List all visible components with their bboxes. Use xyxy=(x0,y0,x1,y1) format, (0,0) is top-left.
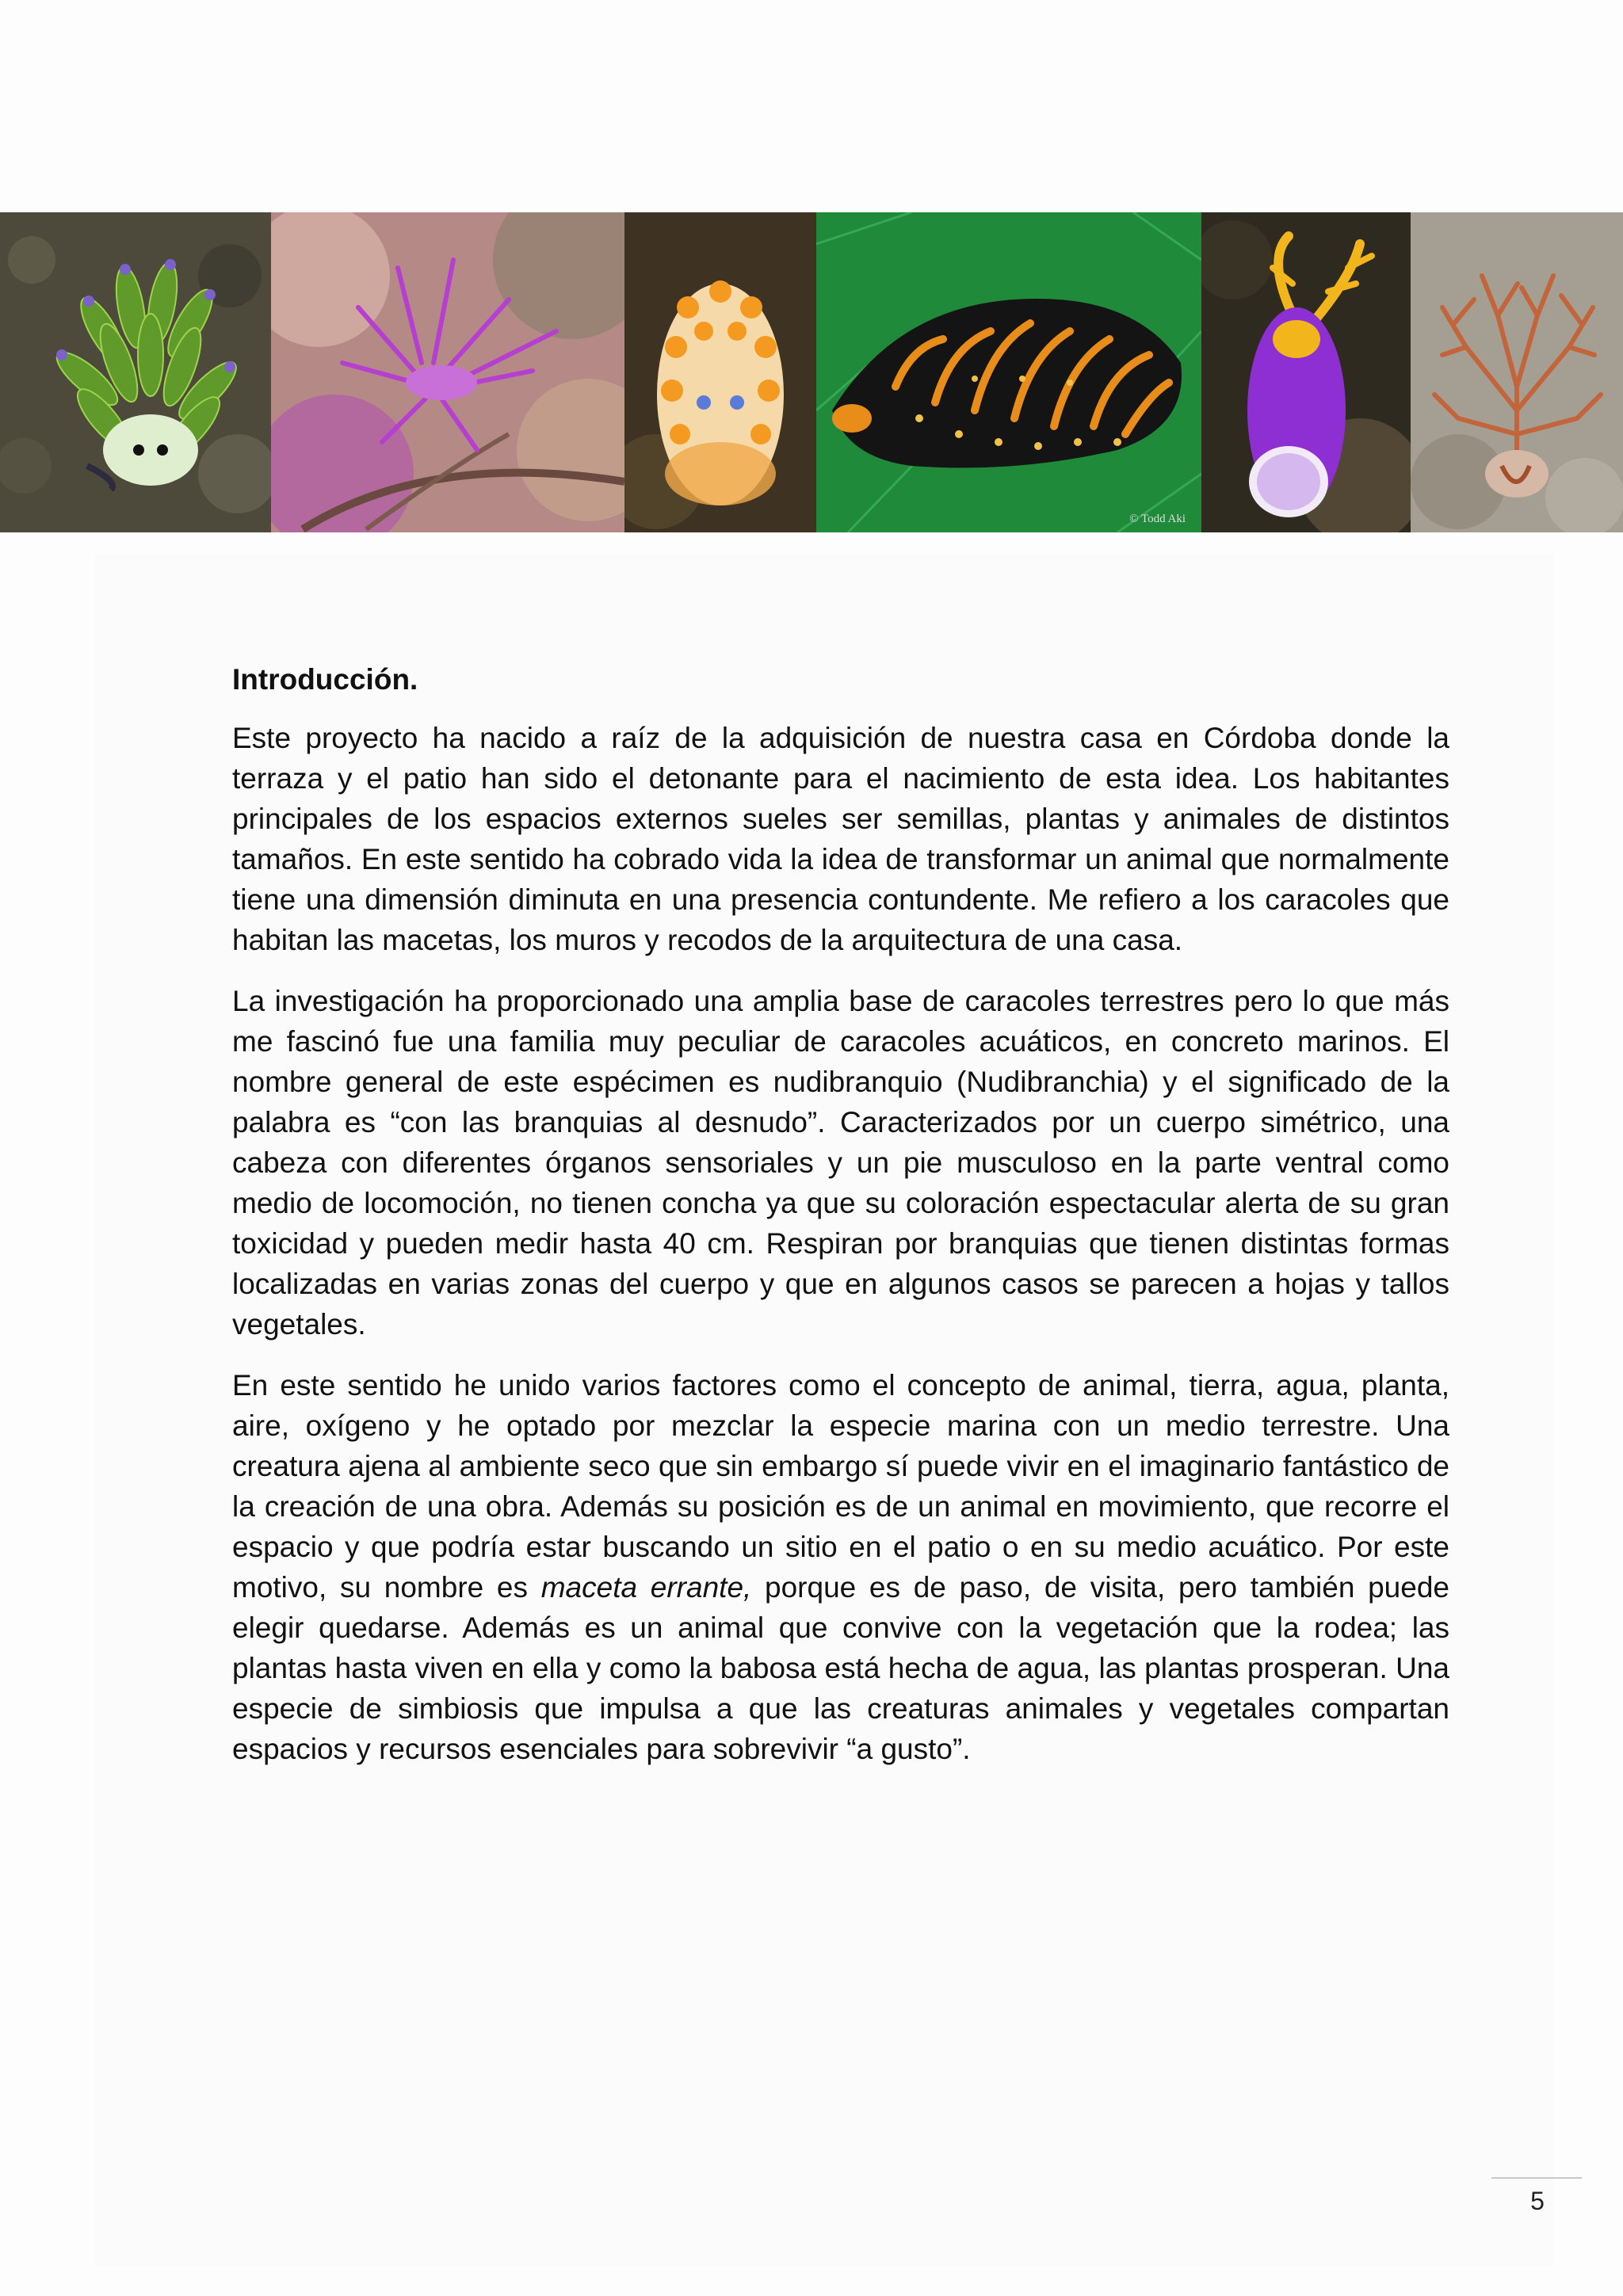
paragraph-3-italic-term: maceta errante, xyxy=(540,1571,752,1604)
photo-purple-nudibranch xyxy=(271,212,624,532)
page-number-rule xyxy=(1491,2177,1582,2179)
photo-violet-nudibranch xyxy=(1201,212,1411,532)
paragraph-3-text-a: En este sentido he unido varios factores como el concepto de animal, tierra, agua, planta, aire, oxígeno y he optado por mezclar la especie marina con un medio terrestre. Una creatura ajena al ambiente seco que sin embargo sí puede vivir en el imaginario fantástico de la creación de una obra. Además su posición es de un animal en movimiento, que recorre el espacio y que podría estar buscando un sitio en el patio o en su medio acuático. Por este motivo, su nombre es xyxy=(232,1369,1449,1604)
photo-tiger-nudibranch xyxy=(816,212,1201,532)
section-heading: Introducción. xyxy=(232,663,418,696)
photo-credit: © Todd Aki xyxy=(1129,513,1186,525)
page-number: 5 xyxy=(1530,2187,1545,2215)
paragraph-1: Este proyecto ha nacido a raíz de la adquisición de nuestra casa en Córdoba donde la terraza y el patio han sido el detonante para el nacimiento de esta idea. Los habitantes principales de los espacios externos sueles ser semillas, plantas y animales de distintos tamaños. En este sentido ha cobrado vida la idea de transformar un animal que normalmente tiene una dimensión diminuta en una presencia contundente. Me refiero a los caracoles que habitan las macetas, los muros y recodos de la arquitectura de una casa. xyxy=(232,722,1449,956)
main-content xyxy=(232,659,1449,1790)
paragraph-3 xyxy=(232,1365,1449,1769)
photo-orange-nudibranch xyxy=(624,212,816,532)
paragraph-2: La investigación ha proporcionado una amplia base de caracoles terrestres pero lo que más me fascinó fue una familia muy peculiar de caracoles acuáticos, en concreto marinos. El nombre general de este espécimen es nudibranquio (Nudibranchia) y el significado de la palabra es “con las branquias al desnudo”. Caracterizados por un cuerpo simétrico, una cabeza con diferentes órganos sensoriales y un pie musculoso en la parte ventral como medio de locomoción, no tienen concha ya que su coloración espectacular alerta de su gran toxicidad y pueden medir hasta 40 cm. Respiran por branquias que tienen distintas formas localizadas en varias zonas del cuerpo y que en algunos casos se parecen a hojas y tallos vegetales. xyxy=(232,985,1449,1341)
photo-green-nudibranch xyxy=(0,212,271,532)
nudibranch-photo-strip xyxy=(0,212,1623,532)
photo-branching-nudibranch xyxy=(1411,212,1623,532)
paragraph-3-text-b: porque es de paso, de visita, pero también puede elegir quedarse. Además es un animal que convive con la vegetación que la rodea; las plantas hasta viven en ella y como la babosa está hecha de agua, las plantas prosperan. Una especie de simbiosis que impulsa a que las creaturas animales y vegetales compartan espacios y recursos esenciales para sobrevivir “a gusto”. xyxy=(232,1571,1449,1765)
